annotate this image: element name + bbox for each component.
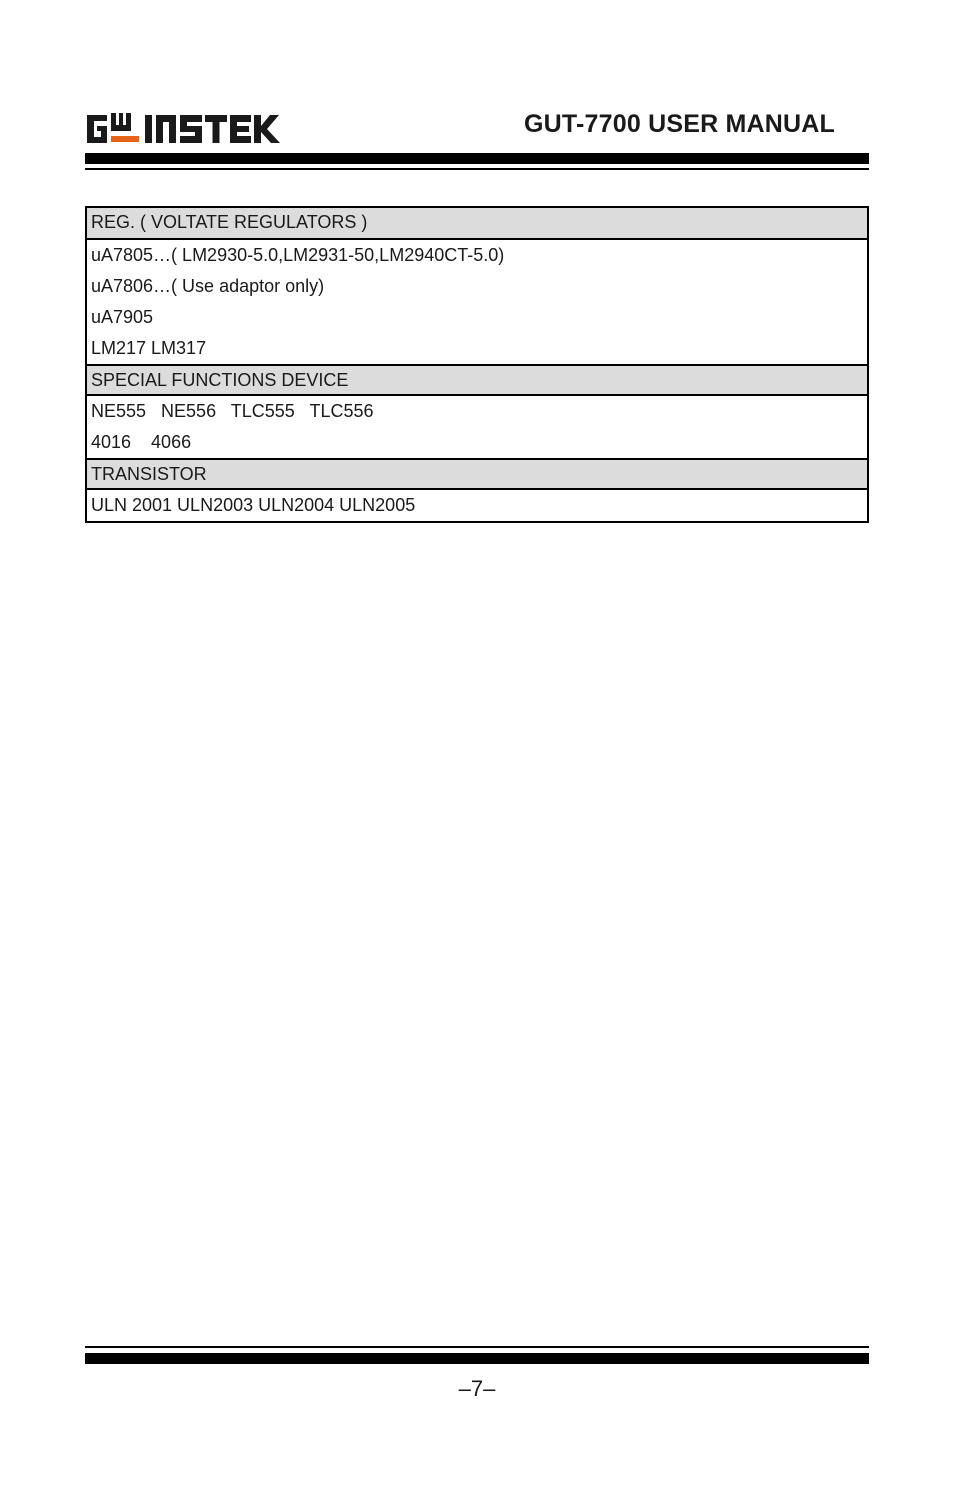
footer-rule-thick: [85, 1353, 869, 1364]
list-item: uA7806…( Use adaptor only): [91, 276, 325, 296]
page-number: –7–: [458, 1376, 496, 1401]
list-item: uA7805…( LM2930-5.0,LM2931-50,LM2940CT-5.0): [91, 245, 505, 265]
manual-title: GUT-7700 USER MANUAL: [524, 110, 835, 138]
gw-instek-logo: [85, 111, 281, 147]
list-item: ULN 2001 ULN2003 ULN2004 ULN2005: [91, 495, 416, 515]
section-header-transistor: TRANSISTOR: [87, 458, 867, 490]
section-header-voltage-regulators: REG. ( VOLTATE REGULATORS ): [87, 208, 867, 240]
supported-devices-table: [85, 206, 869, 523]
footer-rule-thin: [85, 1346, 869, 1348]
list-item: LM217 LM317: [91, 338, 207, 358]
list-item: 4016 4066: [91, 432, 192, 452]
list-item: NE555 NE556 TLC555 TLC556: [91, 401, 374, 421]
section-header-special-functions: SPECIAL FUNCTIONS DEVICE: [87, 364, 867, 396]
list-item: uA7905: [91, 307, 154, 327]
header-rule-thick: [85, 153, 869, 164]
header-rule-thin: [85, 168, 869, 170]
